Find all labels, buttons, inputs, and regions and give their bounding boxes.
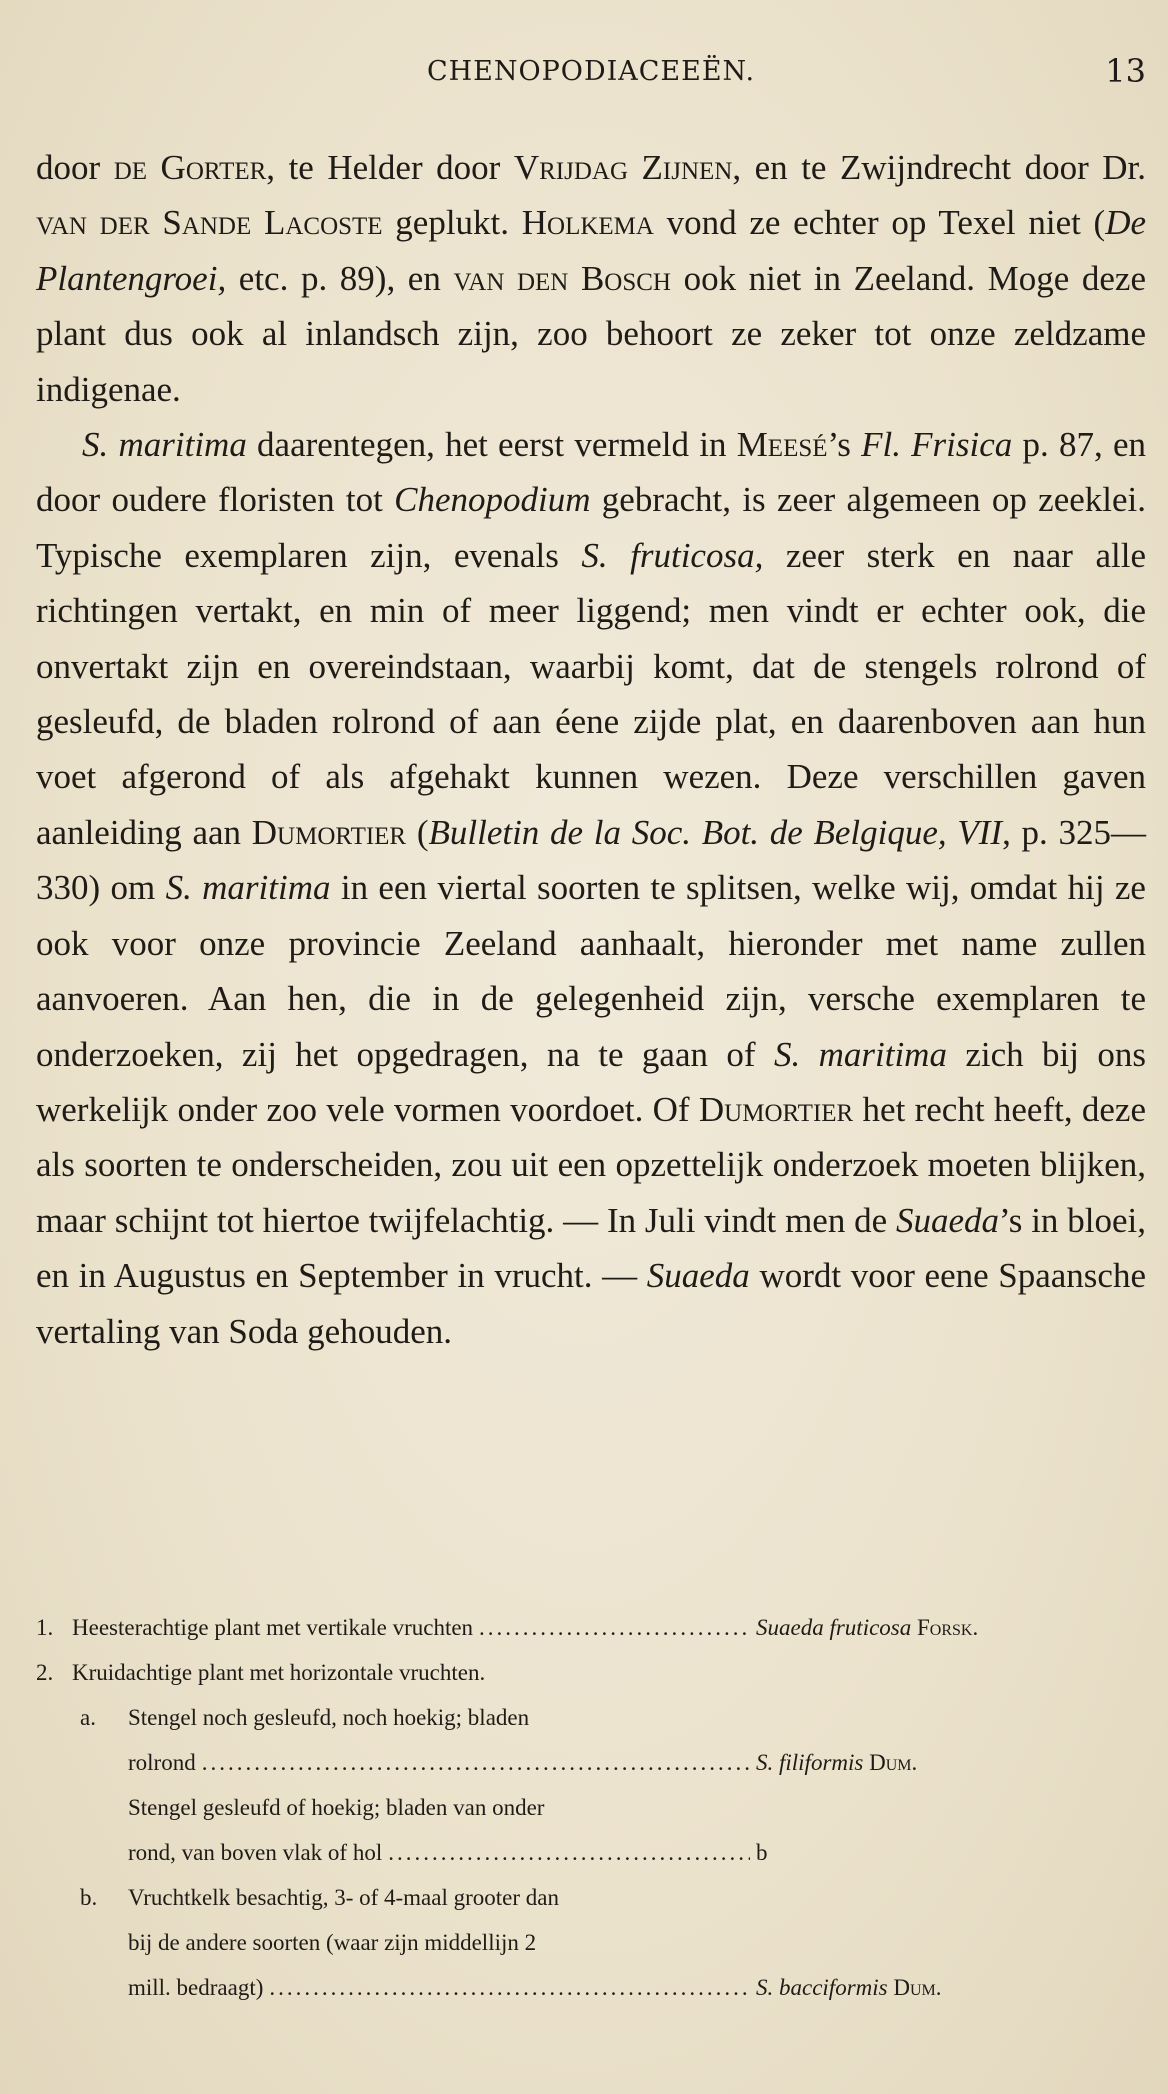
key-text: rolrond [128, 1750, 196, 1775]
taxon-name: Suaeda fruticosa Forsk. [756, 1615, 979, 1640]
key-line [36, 1875, 1146, 1920]
key-text: Stengel noch gesleufd, noch hoekig; bladen [128, 1705, 530, 1730]
text-run: p. 87, en door oudere floristen tot [36, 425, 1146, 520]
text-run: wordt voor eene Spaansche vertaling van Soda gehouden. [36, 1256, 1146, 1351]
key-line [36, 1830, 1146, 1875]
paragraph [36, 417, 1146, 1359]
person-name: Holkema [521, 203, 654, 243]
key-text: Heesterachtige plant met vertikale vruchten [72, 1615, 474, 1640]
key-line [36, 1650, 1146, 1695]
key-line [36, 1785, 1146, 1830]
key-line [36, 1605, 1146, 1650]
taxon-name: S. filiformis Dum. [756, 1750, 918, 1775]
running-title: CHENOPODIACEEËN. [426, 56, 756, 87]
text-run: etc. p. 89), en [226, 258, 454, 298]
person-name: van den Bosch [453, 258, 671, 298]
determination-key [36, 1605, 1146, 2010]
key-line [36, 1695, 1146, 1740]
key-text: bij de andere soorten (waar zijn middellijn 2 [128, 1930, 537, 1955]
italic-term: Chenopodium [394, 480, 591, 520]
dot-leader [479, 1605, 750, 1650]
text-run: , en te Zwijndrecht door Dr. [732, 148, 1147, 187]
text-run: gebracht, is zeer algemeen op zeeklei. Typische exemplaren zijn, evenals [36, 480, 1147, 575]
key-reference: b [756, 1840, 768, 1865]
key-number: 1. [36, 1615, 54, 1640]
text-run: ( [406, 812, 429, 852]
italic-term: Bulletin de la Soc. Bot. de Belgique, VII [428, 812, 1003, 852]
key-line [36, 1965, 1146, 2010]
paragraph [36, 140, 1146, 417]
key-text: rond, van boven vlak of hol [128, 1840, 383, 1865]
italic-term: S. maritima [165, 868, 331, 908]
key-line [36, 1740, 1146, 1785]
key-text: Stengel gesleufd of hoekig; bladen van onder [128, 1795, 545, 1820]
page-number: 13 [1105, 52, 1146, 90]
italic-term: Suaeda [896, 1200, 1000, 1240]
key-text: mill. bedraagt) [128, 1975, 264, 2000]
dot-leader [269, 1965, 750, 2010]
text-run: het recht heeft, deze als soorten te onderscheiden, zou uit een opzettelijk onderzoek moeten blijken, maar schijnt tot hiertoe twijfelachtig. — In Juli vindt men de [36, 1089, 1146, 1240]
text-run: ’s in bloei, en in Augustus en September in vrucht. — [36, 1200, 1146, 1296]
text-run: zeer sterk en naar alle richtingen vertakt, en min of meer liggend; men vindt er echter ook, die onvertakt zijn en overeindstaan, waarbij komt, dat de stengels rolrond of gesleufd, de bladen rolrond of aan éene zijde plat, en daarenboven aan hun voet afgerond of als afgehakt kunnen wezen. Deze verschillen gaven aanleiding aan [36, 535, 1146, 852]
text-run: , p. 325—330) om [36, 812, 1147, 908]
person-name: de Gorter [113, 148, 267, 187]
italic-term: S. fruticosa, [581, 535, 764, 575]
person-name: Dumortier [251, 812, 407, 852]
italic-term: Suaeda [646, 1256, 750, 1296]
italic-term: De Plantengroei, [36, 203, 1147, 298]
text-run: zich bij ons werkelijk onder zoo vele vormen voordoet. Of [36, 1034, 1146, 1129]
key-letter: b. [80, 1885, 98, 1910]
dot-leader [202, 1740, 750, 1785]
key-letter: a. [80, 1705, 96, 1730]
text-run: , te Helder door [266, 148, 514, 187]
person-name: Dumortier [698, 1089, 854, 1129]
body-text [36, 140, 1146, 1359]
text-run: door [36, 148, 114, 187]
taxon-name: S. bacciformis Dum. [756, 1975, 942, 2000]
text-run: ook niet in Zeeland. Moge deze plant dus ook al inlandsch zijn, zoo behoort ze zeker tot onze zeldzame indigenae. [36, 258, 1146, 409]
person-name: Meesé [736, 425, 828, 465]
person-name: van der Sande Lacoste [36, 203, 383, 243]
person-name: Vrijdag Zijnen [513, 148, 733, 187]
text-run: geplukt. [382, 203, 522, 243]
italic-term: S. maritima [773, 1034, 947, 1074]
text-run: daarentegen, het eerst vermeld in [246, 425, 737, 465]
key-text: Kruidachtige plant met horizontale vruchten. [72, 1660, 486, 1685]
key-number: 2. [36, 1660, 54, 1685]
dot-leader [388, 1830, 750, 1875]
italic-term: S. maritima [82, 425, 247, 465]
text-run: ’s [827, 425, 862, 465]
key-line [36, 1920, 1146, 1965]
text-run: in een viertal soorten te splitsen, welke wij, omdat hij ze ook voor onze provincie Zeeland aanhaalt, hieronder met name zullen aanvoeren. Aan hen, die in de gelegenheid zijn, versche exemplaren te onderzoeken, zij het opgedragen, na te gaan of [36, 868, 1146, 1074]
running-head [36, 52, 1146, 96]
key-text: Vruchtkelk besachtig, 3- of 4-maal grooter dan [128, 1885, 559, 1910]
text-run: vond ze echter op Texel niet ( [653, 203, 1106, 243]
italic-term: Fl. Frisica [861, 425, 1013, 465]
